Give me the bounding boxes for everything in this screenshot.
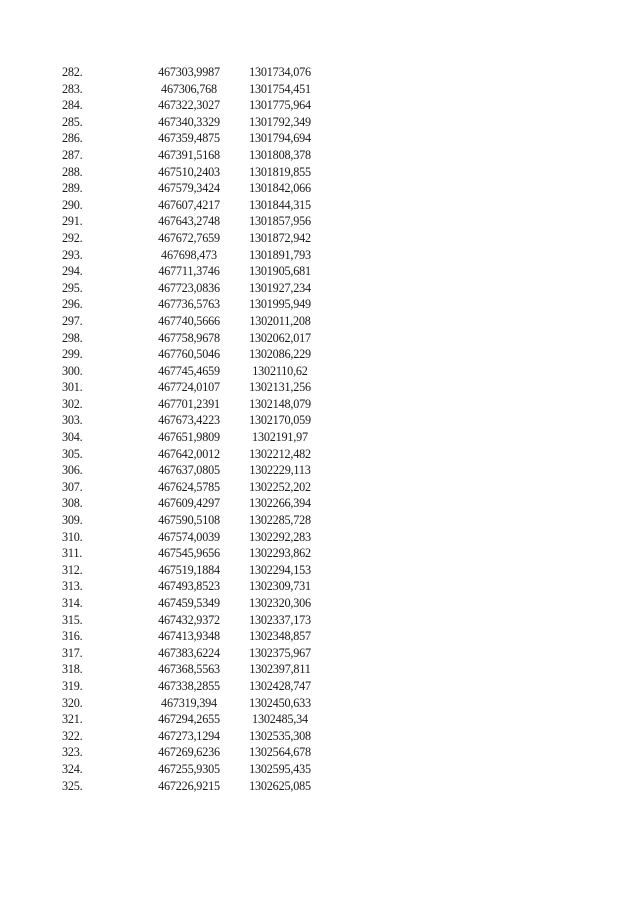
point-number: 321. (62, 712, 83, 727)
point-number: 289. (62, 181, 83, 196)
x-coordinate: 467711,3746 (158, 264, 220, 279)
point-number: 311. (62, 546, 83, 561)
table-row (62, 744, 322, 761)
y-coordinate: 1302229,113 (249, 463, 311, 478)
table-row (62, 778, 322, 795)
y-coordinate: 1302062,017 (249, 330, 311, 345)
point-number: 286. (62, 131, 83, 146)
table-row (62, 495, 322, 512)
x-coordinate: 467383,6224 (158, 645, 220, 660)
table-row (62, 263, 322, 280)
table-row (62, 711, 322, 728)
x-coordinate: 467736,5763 (158, 297, 220, 312)
x-coordinate: 467303,9987 (158, 65, 220, 79)
x-coordinate: 467493,8523 (158, 579, 220, 594)
x-coordinate: 467519,1884 (158, 562, 220, 577)
point-number: 312. (62, 562, 83, 577)
table-row (62, 164, 322, 181)
y-coordinate: 1302293,862 (249, 546, 311, 561)
point-number: 296. (62, 297, 83, 312)
table-row (62, 661, 322, 678)
table-row (62, 130, 322, 147)
x-coordinate: 467760,5046 (158, 347, 220, 362)
x-coordinate: 467590,5108 (158, 513, 220, 528)
y-coordinate: 1302212,482 (249, 446, 311, 461)
table-row (62, 97, 322, 114)
table-row (62, 396, 322, 413)
point-number: 304. (62, 430, 83, 445)
table-row (62, 761, 322, 778)
point-number: 300. (62, 363, 83, 378)
x-coordinate: 467637,0805 (158, 463, 220, 478)
point-number: 287. (62, 147, 83, 162)
x-coordinate: 467673,4223 (158, 413, 220, 428)
y-coordinate: 1302309,731 (249, 579, 311, 594)
y-coordinate: 1302266,394 (249, 496, 311, 511)
point-number: 294. (62, 264, 83, 279)
table-row (62, 562, 322, 579)
x-coordinate: 467510,2403 (158, 164, 220, 179)
table-row (62, 545, 322, 562)
y-coordinate: 1302191,97 (252, 430, 308, 445)
y-coordinate: 1302148,079 (249, 396, 311, 411)
y-coordinate: 1302292,283 (249, 529, 311, 544)
table-row (62, 213, 322, 230)
point-number: 306. (62, 463, 83, 478)
table-row (62, 678, 322, 695)
table-row (62, 81, 322, 98)
x-coordinate: 467724,0107 (158, 380, 220, 395)
x-coordinate: 467322,3027 (158, 98, 220, 113)
point-number: 305. (62, 446, 83, 461)
x-coordinate: 467273,1294 (158, 728, 220, 743)
y-coordinate: 1301808,378 (249, 147, 311, 162)
x-coordinate: 467413,9348 (158, 629, 220, 644)
point-number: 299. (62, 347, 83, 362)
table-row (62, 429, 322, 446)
y-coordinate: 1302337,173 (249, 612, 311, 627)
y-coordinate: 1302110,62 (252, 363, 308, 378)
x-coordinate: 467391,5168 (158, 147, 220, 162)
table-row (62, 462, 322, 479)
point-number: 303. (62, 413, 83, 428)
point-number: 293. (62, 247, 83, 262)
x-coordinate: 467723,0836 (158, 280, 220, 295)
y-coordinate: 1301794,694 (249, 131, 311, 146)
y-coordinate: 1302375,967 (249, 645, 311, 660)
x-coordinate: 467340,3329 (158, 114, 220, 129)
y-coordinate: 1301775,964 (249, 98, 311, 113)
y-coordinate: 1302086,229 (249, 347, 311, 362)
point-number: 318. (62, 662, 83, 677)
table-row (62, 313, 322, 330)
point-number: 290. (62, 197, 83, 212)
y-coordinate: 1302535,308 (249, 728, 311, 743)
table-row (62, 628, 322, 645)
y-coordinate: 1301891,793 (249, 247, 311, 262)
point-number: 323. (62, 745, 83, 760)
point-number: 288. (62, 164, 83, 179)
y-coordinate: 1302595,435 (249, 761, 311, 776)
x-coordinate: 467609,4297 (158, 496, 220, 511)
y-coordinate: 1302485,34 (252, 712, 308, 727)
x-coordinate: 467319,394 (161, 695, 217, 710)
y-coordinate: 1301844,315 (249, 197, 311, 212)
point-number: 324. (62, 761, 83, 776)
y-coordinate: 1302397,811 (249, 662, 311, 677)
point-number: 325. (62, 778, 83, 793)
point-number: 301. (62, 380, 83, 395)
x-coordinate: 467643,2748 (158, 214, 220, 229)
y-coordinate: 1302170,059 (249, 413, 311, 428)
table-row (62, 512, 322, 529)
point-number: 316. (62, 629, 83, 644)
table-row (62, 695, 322, 712)
point-number: 317. (62, 645, 83, 660)
point-number: 302. (62, 396, 83, 411)
table-row (62, 180, 322, 197)
y-coordinate: 1301734,076 (249, 65, 311, 79)
table-row (62, 296, 322, 313)
x-coordinate: 467701,2391 (158, 396, 220, 411)
table-row (62, 379, 322, 396)
y-coordinate: 1302348,857 (249, 629, 311, 644)
table-row (62, 247, 322, 264)
table-row (62, 529, 322, 546)
point-number: 283. (62, 81, 83, 96)
y-coordinate: 1302320,306 (249, 596, 311, 610)
y-coordinate: 1301842,066 (249, 181, 311, 196)
y-coordinate: 1301872,942 (249, 230, 311, 245)
x-coordinate: 467432,9372 (158, 612, 220, 627)
x-coordinate: 467359,4875 (158, 131, 220, 146)
point-number: 308. (62, 496, 83, 511)
y-coordinate: 1302450,633 (249, 695, 311, 710)
x-coordinate: 467545,9656 (158, 546, 220, 561)
x-coordinate: 467338,2855 (158, 678, 220, 693)
y-coordinate: 1301792,349 (249, 114, 311, 129)
coordinates-table (62, 64, 322, 794)
table-row (62, 363, 322, 380)
x-coordinate: 467607,4217 (158, 197, 220, 212)
x-coordinate: 467651,9809 (158, 430, 220, 445)
x-coordinate: 467306,768 (161, 81, 217, 96)
x-coordinate: 467226,9215 (158, 778, 220, 793)
point-number: 314. (62, 596, 83, 610)
x-coordinate: 467459,5349 (158, 596, 220, 610)
point-number: 315. (62, 612, 83, 627)
point-number: 309. (62, 513, 83, 528)
y-coordinate: 1302625,085 (249, 778, 311, 793)
point-number: 310. (62, 529, 83, 544)
point-number: 313. (62, 579, 83, 594)
point-number: 307. (62, 479, 83, 494)
x-coordinate: 467740,5666 (158, 313, 220, 328)
x-coordinate: 467368,5563 (158, 662, 220, 677)
table-row (62, 578, 322, 595)
point-number: 298. (62, 330, 83, 345)
table-row (62, 330, 322, 347)
point-number: 292. (62, 230, 83, 245)
point-number: 320. (62, 695, 83, 710)
table-row (62, 346, 322, 363)
coordinates-table-body (62, 64, 322, 794)
table-row (62, 412, 322, 429)
table-row (62, 197, 322, 214)
y-coordinate: 1302564,678 (249, 745, 311, 760)
table-row (62, 446, 322, 463)
table-row (62, 280, 322, 297)
y-coordinate: 1301905,681 (249, 264, 311, 279)
table-row (62, 114, 322, 131)
point-number: 319. (62, 678, 83, 693)
y-coordinate: 1302428,747 (249, 678, 311, 693)
y-coordinate: 1301995,949 (249, 297, 311, 312)
y-coordinate: 1301857,956 (249, 214, 311, 229)
x-coordinate: 467574,0039 (158, 529, 220, 544)
x-coordinate: 467624,5785 (158, 479, 220, 494)
point-number: 297. (62, 313, 83, 328)
x-coordinate: 467698,473 (161, 247, 217, 262)
y-coordinate: 1301927,234 (249, 280, 311, 295)
y-coordinate: 1302285,728 (249, 513, 311, 528)
y-coordinate: 1301754,451 (249, 81, 311, 96)
table-row (62, 64, 322, 81)
x-coordinate: 467255,9305 (158, 761, 220, 776)
y-coordinate: 1302294,153 (249, 562, 311, 577)
table-row (62, 612, 322, 629)
x-coordinate: 467758,9678 (158, 330, 220, 345)
y-coordinate: 1302252,202 (249, 479, 311, 494)
x-coordinate: 467642,0012 (158, 446, 220, 461)
x-coordinate: 467579,3424 (158, 181, 220, 196)
point-number: 282. (62, 65, 83, 79)
x-coordinate: 467745,4659 (158, 363, 220, 378)
y-coordinate: 1301819,855 (249, 164, 311, 179)
table-row (62, 645, 322, 662)
table-row (62, 728, 322, 745)
point-number: 285. (62, 114, 83, 129)
point-number: 295. (62, 280, 83, 295)
point-number: 322. (62, 728, 83, 743)
table-row (62, 147, 322, 164)
table-row (62, 595, 322, 612)
x-coordinate: 467672,7659 (158, 230, 220, 245)
x-coordinate: 467294,2655 (158, 712, 220, 727)
point-number: 284. (62, 98, 83, 113)
table-row (62, 479, 322, 496)
x-coordinate: 467269,6236 (158, 745, 220, 760)
point-number: 291. (62, 214, 83, 229)
y-coordinate: 1302011,208 (249, 313, 311, 328)
y-coordinate: 1302131,256 (249, 380, 311, 395)
table-row (62, 230, 322, 247)
